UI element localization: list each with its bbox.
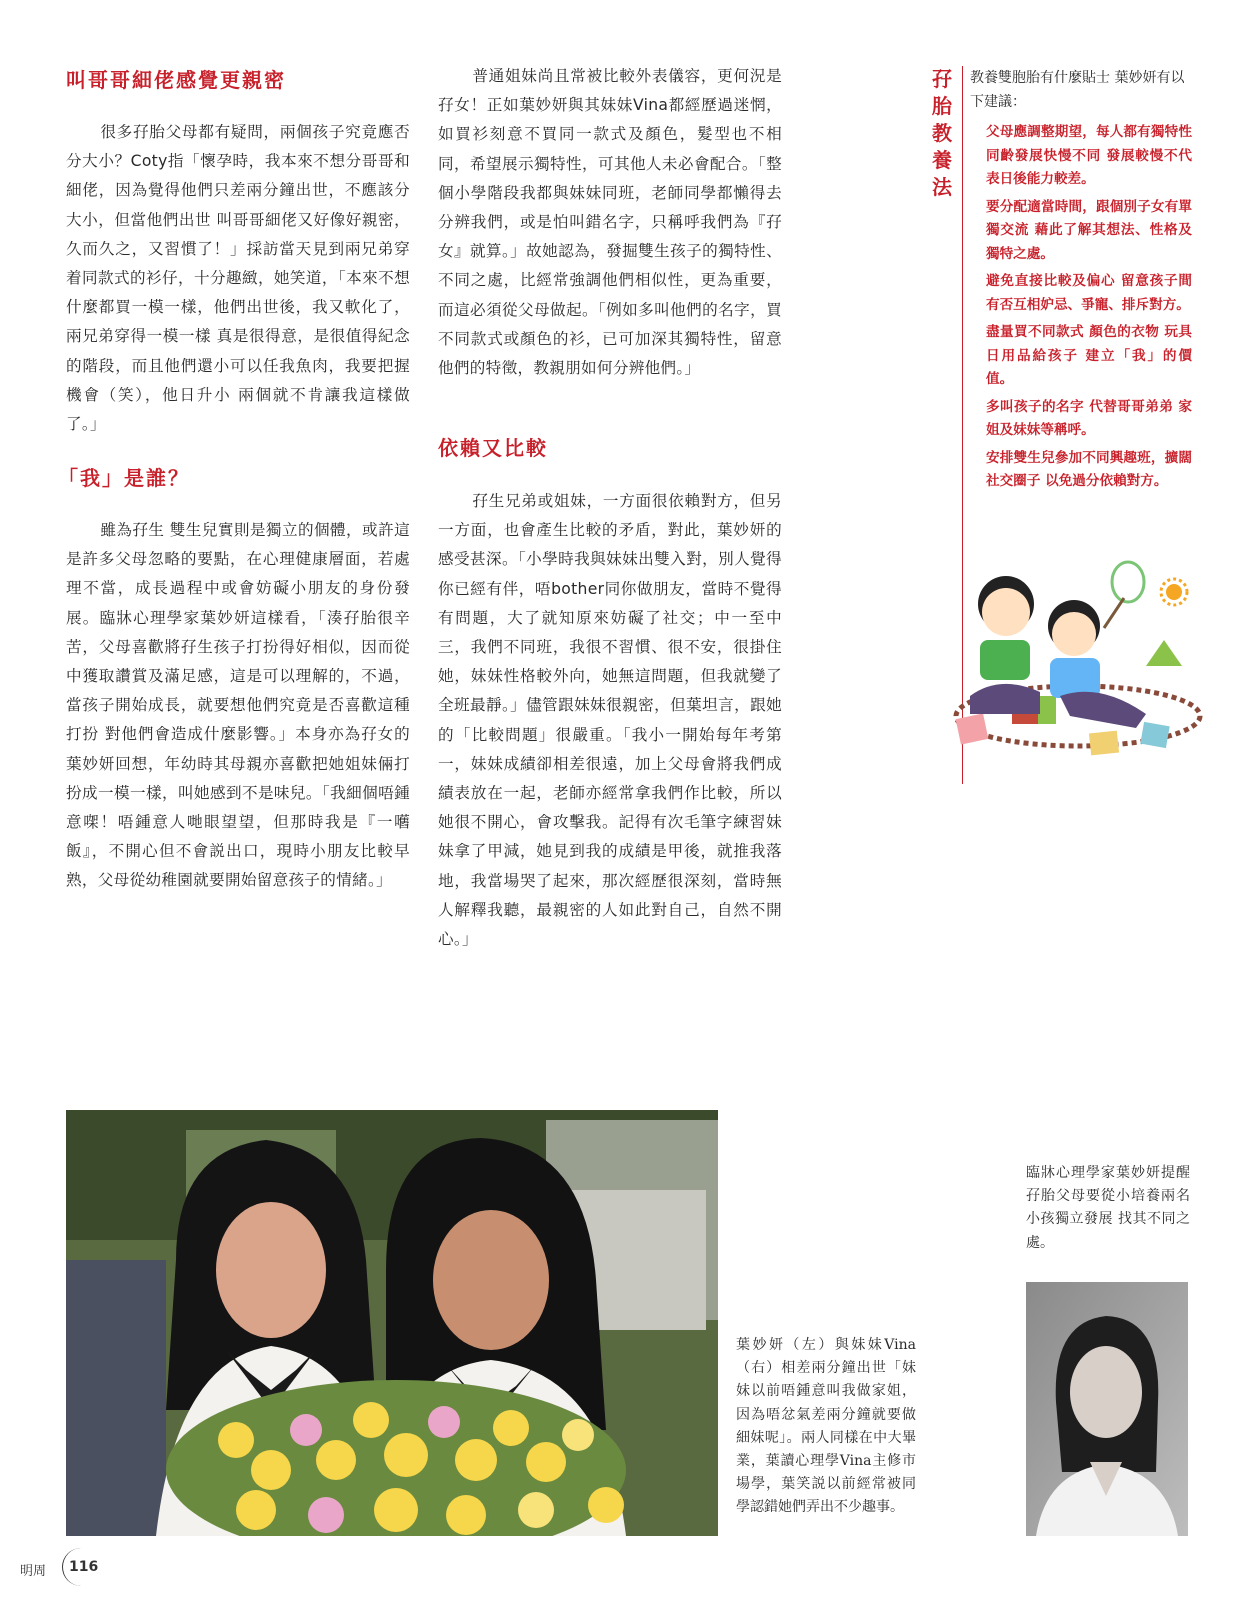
twin-sisters-graduation-photo <box>66 1110 718 1536</box>
body-paragraph: 普通姐妹尚且常被比較外表儀容，更何況是孖女！正如葉妙妍與其妹妹Vina都經歷過迷惘，如買衫刻意不買同一款式及顏色，髮型也不相同，希望展示獨特性，可其他人未必會配合。「整個小學階段我都與妹妹同班，老師同學都懶得去分辨我們，或是怕叫錯名字，只稱呼我們為『孖女』就算。」故她認為，發掘雙生孩子的獨特性、不同之處，比經常強調他們相似性，更為重要，而這必須從父母做起。「例如多叫他們的名字，買不同款式或顏色的衫，已可加深其獨特性，留意他們的特徵，教親朋如何分辨他們。」 <box>438 67 782 378</box>
tip-item: 父母應調整期望，每人都有獨特性 同齡發展快慢不同 發展較慢不代表日後能力較差。 <box>986 124 1192 187</box>
body-paragraph: 很多孖胎父母都有疑問，兩個孩子究竟應否分大小？Coty指「懷孕時，我本來不想分哥哥和細佬，因為覺得他們只差兩分鐘出世，不應該分大小，但當他們出世 叫哥哥細佬又好像好親密，久而久之，又習慣了！」採訪當天見到兩兄弟穿着同款式的衫仔，十分趣緻，她笑道，「本來不想什麼都買一模一樣，他們出世後，我又軟化了，兩兄弟穿得一模一樣 真是很得意，是很值得紀念的階段，而且他們還小可以任我魚肉，我要把握機會（笑），他日升小 兩個就不肯讓我這樣做了。」 <box>66 123 410 434</box>
heading-call-brothers: 叫哥哥細佬感覺更親密 <box>66 68 286 92</box>
tip-item: 安排雙生兒參加不同興趣班，擴闊社交圈子 以免過分依賴對方。 <box>986 449 1192 489</box>
body-paragraph: 孖生兄弟或姐妹，一方面很依賴對方，但另一方面，也會產生比較的矛盾，對此，葉妙妍的感受甚深。「小學時我與妹妹出雙入對，別人覺得你已經有伴，唔bother同你做朋友，當時不覺得有問題，大了就知原來妨礙了社交；中一至中三，我們不同班，我很不習慣、很不安，很掛住她，妹妹性格較外向，她無這問題，但我就變了全班最靜。」儘管跟妹妹很親密，但葉坦言，跟她的「比較問題」很嚴重。「我小一開始每年考第一，妹妹成績卻相差很遠，加上父母會將我們成績表放在一起，老師亦經常拿我們作比較，所以她很不開心，會攻擊我。記得有次毛筆字練習妹妹拿了甲減，她見到我的成績是甲後，就推我落地，我當場哭了起來，那次經歷很深刻，當時無人解釋我聽，最親密的人如此對自己，自然不開心。」 <box>438 492 782 949</box>
children-playing-illustration <box>950 556 1210 766</box>
tip-item: 盡量買不同款式 顏色的衣物 玩具 日用品給孩子 建立「我」的價值。 <box>986 324 1192 387</box>
heading-dependence-comparison: 依賴又比較 <box>438 436 548 460</box>
photo-caption: 葉妙妍（左）與妹妹Vina（右）相差兩分鐘出世「妹妹以前唔鍾意叫我做家姐，因為唔忿氣差兩分鐘就要做細妹呢」。兩人同樣在中大畢業，葉讀心理學Vina主修市場學，葉笑説以前經常被同學認錯她們弄出不少趣事。 <box>736 1337 916 1516</box>
tip-item: 要分配適當時間，跟個別子女有單獨交流 藉此了解其想法、性格及獨特之處。 <box>986 198 1192 262</box>
portrait-photo <box>1026 1282 1188 1536</box>
page-number: 116 <box>62 1548 122 1586</box>
heading-who-am-i: 「我」是誰？ <box>58 466 190 490</box>
magazine-name: 明周 <box>20 1564 47 1579</box>
sidebar-title: 孖胎教養法 <box>932 67 952 199</box>
tip-item: 多叫孩子的名字 代替哥哥弟弟 家姐及妹妹等稱呼。 <box>986 398 1192 438</box>
sidebar-tips <box>986 121 1192 498</box>
body-paragraph: 雖為孖生 雙生兒實則是獨立的個體，或許這是許多父母忽略的要點，在心理健康層面，若處理不當，成長過程中或會妨礙小朋友的身份發展。臨牀心理學家葉妙妍這樣看，「湊孖胎很辛苦，父母喜歡將孖生孩子打扮得好相似，因而從中獲取讚賞及滿足感，這是可以理解的，不過，當孩子開始成長，就要想他們究竟是否喜歡這種打扮 對他們會造成什麼影響。」本身亦為孖女的葉妙妍回想，年幼時其母親亦喜歡把她姐妹倆打扮成一模一樣，叫她感到不是味兒。「我細個唔鍾意㗎！唔鍾意人哋眼望望，但那時我是『一嚿飯』，不開心但不會説出口，現時小朋友比較早熟，父母從幼稚園就要開始留意孩子的情緒。」 <box>66 521 410 890</box>
portrait-caption: 臨牀心理學家葉妙妍提醒孖胎父母要從小培養兩名小孩獨立發展 找其不同之處。 <box>1026 1165 1190 1251</box>
sidebar-intro: 教養雙胞胎有什麼貼士 葉妙妍有以下建議： <box>970 70 1185 110</box>
tip-item: 避免直接比較及偏心 留意孩子間有否互相妒忌、爭寵、排斥對方。 <box>986 273 1192 313</box>
